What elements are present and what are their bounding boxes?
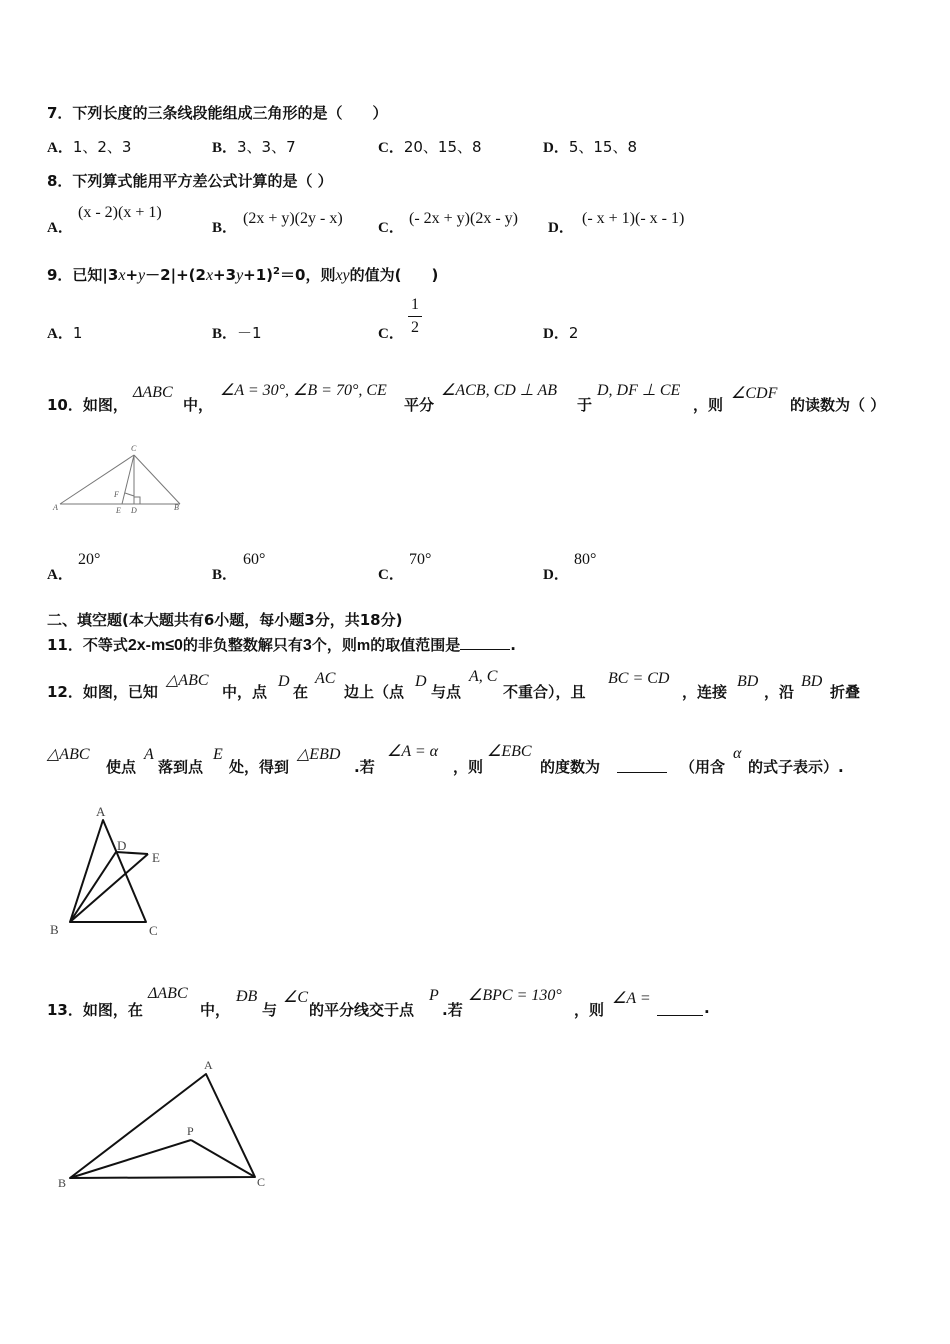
- label-a: A: [53, 503, 58, 512]
- q12-figure: [46, 802, 176, 942]
- q7-option-c[interactable]: C．20、15、8: [378, 138, 482, 156]
- line-bp: [70, 1140, 191, 1178]
- q10-option-a-value: 20°: [78, 551, 101, 568]
- line-df: [125, 493, 134, 496]
- q12-math: △ABC: [166, 672, 209, 689]
- label-c: C: [131, 444, 137, 453]
- q10-option-c-label[interactable]: C．: [378, 567, 404, 583]
- q8-option-a-label[interactable]: A．: [47, 220, 73, 236]
- q10-text-5: 的读数为（ ）: [790, 396, 886, 414]
- label-p: P: [187, 1124, 194, 1138]
- q12-math: △EBD: [297, 746, 341, 763]
- q12-text: 的式子表示）.: [748, 758, 844, 776]
- triangle-abc: [70, 820, 146, 922]
- q8-option-b-expr: (2x + y)(2y - x): [243, 210, 343, 227]
- q10-condition-3: D, DF ⊥ CE: [597, 382, 681, 399]
- q10-condition-1: ∠A = 30°, ∠B = 70°, CE: [220, 382, 387, 399]
- q13-math: ÐB: [236, 988, 258, 1005]
- q13-answer-blank[interactable]: [657, 999, 703, 1016]
- q9-option-a[interactable]: A．1: [47, 324, 83, 342]
- q13-math: ∠A =: [612, 990, 651, 1007]
- q10-asked-angle: ∠CDF: [731, 385, 778, 402]
- q10-condition-2: ∠ACB, CD ⊥ AB: [441, 382, 557, 399]
- q12-text: 落到点: [158, 758, 204, 776]
- q13-math: P: [429, 987, 439, 1004]
- q9-option-b[interactable]: B．－1: [212, 324, 262, 342]
- q7-option-a[interactable]: A．1、2、3: [47, 138, 132, 156]
- q10-text-2: 平分: [404, 396, 435, 414]
- label-f: F: [114, 490, 119, 499]
- q13-text: 的平分线交于点: [309, 1001, 415, 1019]
- q12-math: BD: [801, 673, 823, 690]
- q12-text: 不重合），且: [503, 683, 586, 701]
- q12-math: D: [415, 673, 427, 690]
- q7-option-b[interactable]: B．3、3、7: [212, 138, 296, 156]
- q12-text: .若: [354, 758, 375, 776]
- q10-figure: [52, 440, 192, 518]
- line-bc: [134, 455, 180, 504]
- q12-text: 使点: [106, 758, 137, 776]
- label-c: C: [257, 1175, 266, 1189]
- q7-stem: 7．下列长度的三条线段能组成三角形的是（ ）: [47, 104, 388, 122]
- q12-math: A: [144, 746, 154, 763]
- q10-text-1: 中，: [183, 396, 214, 414]
- q12-text: 边上（点: [344, 683, 405, 701]
- q8-stem: 8．下列算式能用平方差公式计算的是（ ）: [47, 172, 333, 190]
- section-2-heading: 二、填空题(本大题共有6小题，每小题3分，共18分): [47, 611, 403, 629]
- q12-text: ，连接: [682, 683, 728, 701]
- q10-triangle: ΔABC: [133, 384, 173, 401]
- label-e: E: [116, 506, 121, 515]
- q12-math: △ABC: [47, 746, 90, 763]
- q12-text: 12．如图，已知: [47, 683, 158, 701]
- q10-option-c-value: 70°: [409, 551, 432, 568]
- label-a: A: [96, 804, 106, 819]
- q8-option-d-label[interactable]: D．: [548, 220, 574, 236]
- q10-option-d-label[interactable]: D．: [543, 567, 569, 583]
- q13-text: ，则: [574, 1001, 605, 1019]
- q12-text: 的度数为: [540, 758, 601, 776]
- fraction-numerator: 1: [411, 296, 419, 313]
- q12-math: BD: [737, 673, 759, 690]
- q8-option-c-label[interactable]: C．: [378, 220, 404, 236]
- q10-option-a-label[interactable]: A．: [47, 567, 73, 583]
- q9-option-d[interactable]: D．2: [543, 324, 579, 342]
- right-angle-mark: [134, 497, 140, 504]
- q12-math: E: [213, 746, 223, 763]
- q9-option-c-label[interactable]: C．: [378, 326, 404, 342]
- label-c: C: [149, 923, 158, 938]
- q13-text: 中，: [200, 1001, 231, 1019]
- q12-math: D: [278, 673, 290, 690]
- q9-option-c-fraction: [408, 296, 422, 337]
- line-ac: [60, 455, 134, 504]
- q12-math: α: [733, 745, 742, 762]
- q12-text: 与点: [431, 683, 462, 701]
- label-b: B: [174, 503, 179, 512]
- q13-text: .: [704, 999, 710, 1017]
- q11-answer-blank[interactable]: [460, 649, 510, 650]
- q12-text: 中，点: [222, 683, 268, 701]
- label-b: B: [50, 922, 59, 937]
- q12-answer-blank[interactable]: [617, 756, 667, 773]
- label-b: B: [58, 1176, 67, 1190]
- q11-stem: 11．不等式2x-m≤0的非负整数解只有3个，则m的取值范围是 .: [47, 636, 516, 654]
- q10-option-b-label[interactable]: B．: [212, 567, 238, 583]
- q12-text: （用含: [680, 758, 726, 776]
- q12-math: ∠A = α: [387, 743, 439, 760]
- q8-option-d-expr: (- x + 1)(- x - 1): [582, 210, 685, 227]
- triangle-abc: [70, 1074, 255, 1178]
- q13-math: ∠C: [283, 989, 309, 1006]
- q9-stem: 9．已知$|3x+y-2|+(2x+3y+1)^2=0$，则xy的值为( ): [47, 266, 439, 284]
- q10-num: 10．如图，: [47, 396, 128, 414]
- q10-text-3: 于: [577, 396, 593, 414]
- q8-option-a-expr: (x - 2)(x + 1): [78, 204, 162, 221]
- q12-math: BC = CD: [608, 670, 670, 687]
- q7-option-d[interactable]: D．5、15、8: [543, 138, 638, 156]
- q10-option-b-value: 60°: [243, 551, 266, 568]
- q13-figure: [54, 1052, 284, 1194]
- q12-text: 在: [293, 683, 309, 701]
- label-d: D: [131, 506, 137, 515]
- q10-text-4: ，则: [693, 396, 724, 414]
- q12-text: ，沿: [764, 683, 795, 701]
- q13-text: 13．如图，在: [47, 1001, 143, 1019]
- q13-text: .若: [442, 1001, 463, 1019]
- q12-text: 折叠: [830, 683, 861, 701]
- fraction-denominator: 2: [411, 319, 419, 336]
- label-e: E: [152, 850, 160, 865]
- q13-math: ΔABC: [148, 985, 188, 1002]
- q12-text: ，则: [453, 758, 484, 776]
- q12-math: ∠EBC: [487, 743, 532, 760]
- q12-math: A, C: [469, 668, 498, 685]
- label-a: A: [204, 1058, 213, 1072]
- q8-option-c-expr: (- 2x + y)(2x - y): [409, 210, 518, 227]
- q12-text: 处，得到: [229, 758, 290, 776]
- label-d: D: [117, 838, 127, 853]
- q12-math: AC: [315, 670, 336, 687]
- q13-text: 与: [262, 1001, 278, 1019]
- q8-option-b-label[interactable]: B．: [212, 220, 238, 236]
- fraction-bar: [408, 316, 422, 317]
- q10-option-d-value: 80°: [574, 551, 597, 568]
- q13-math: ∠BPC = 130°: [468, 987, 562, 1004]
